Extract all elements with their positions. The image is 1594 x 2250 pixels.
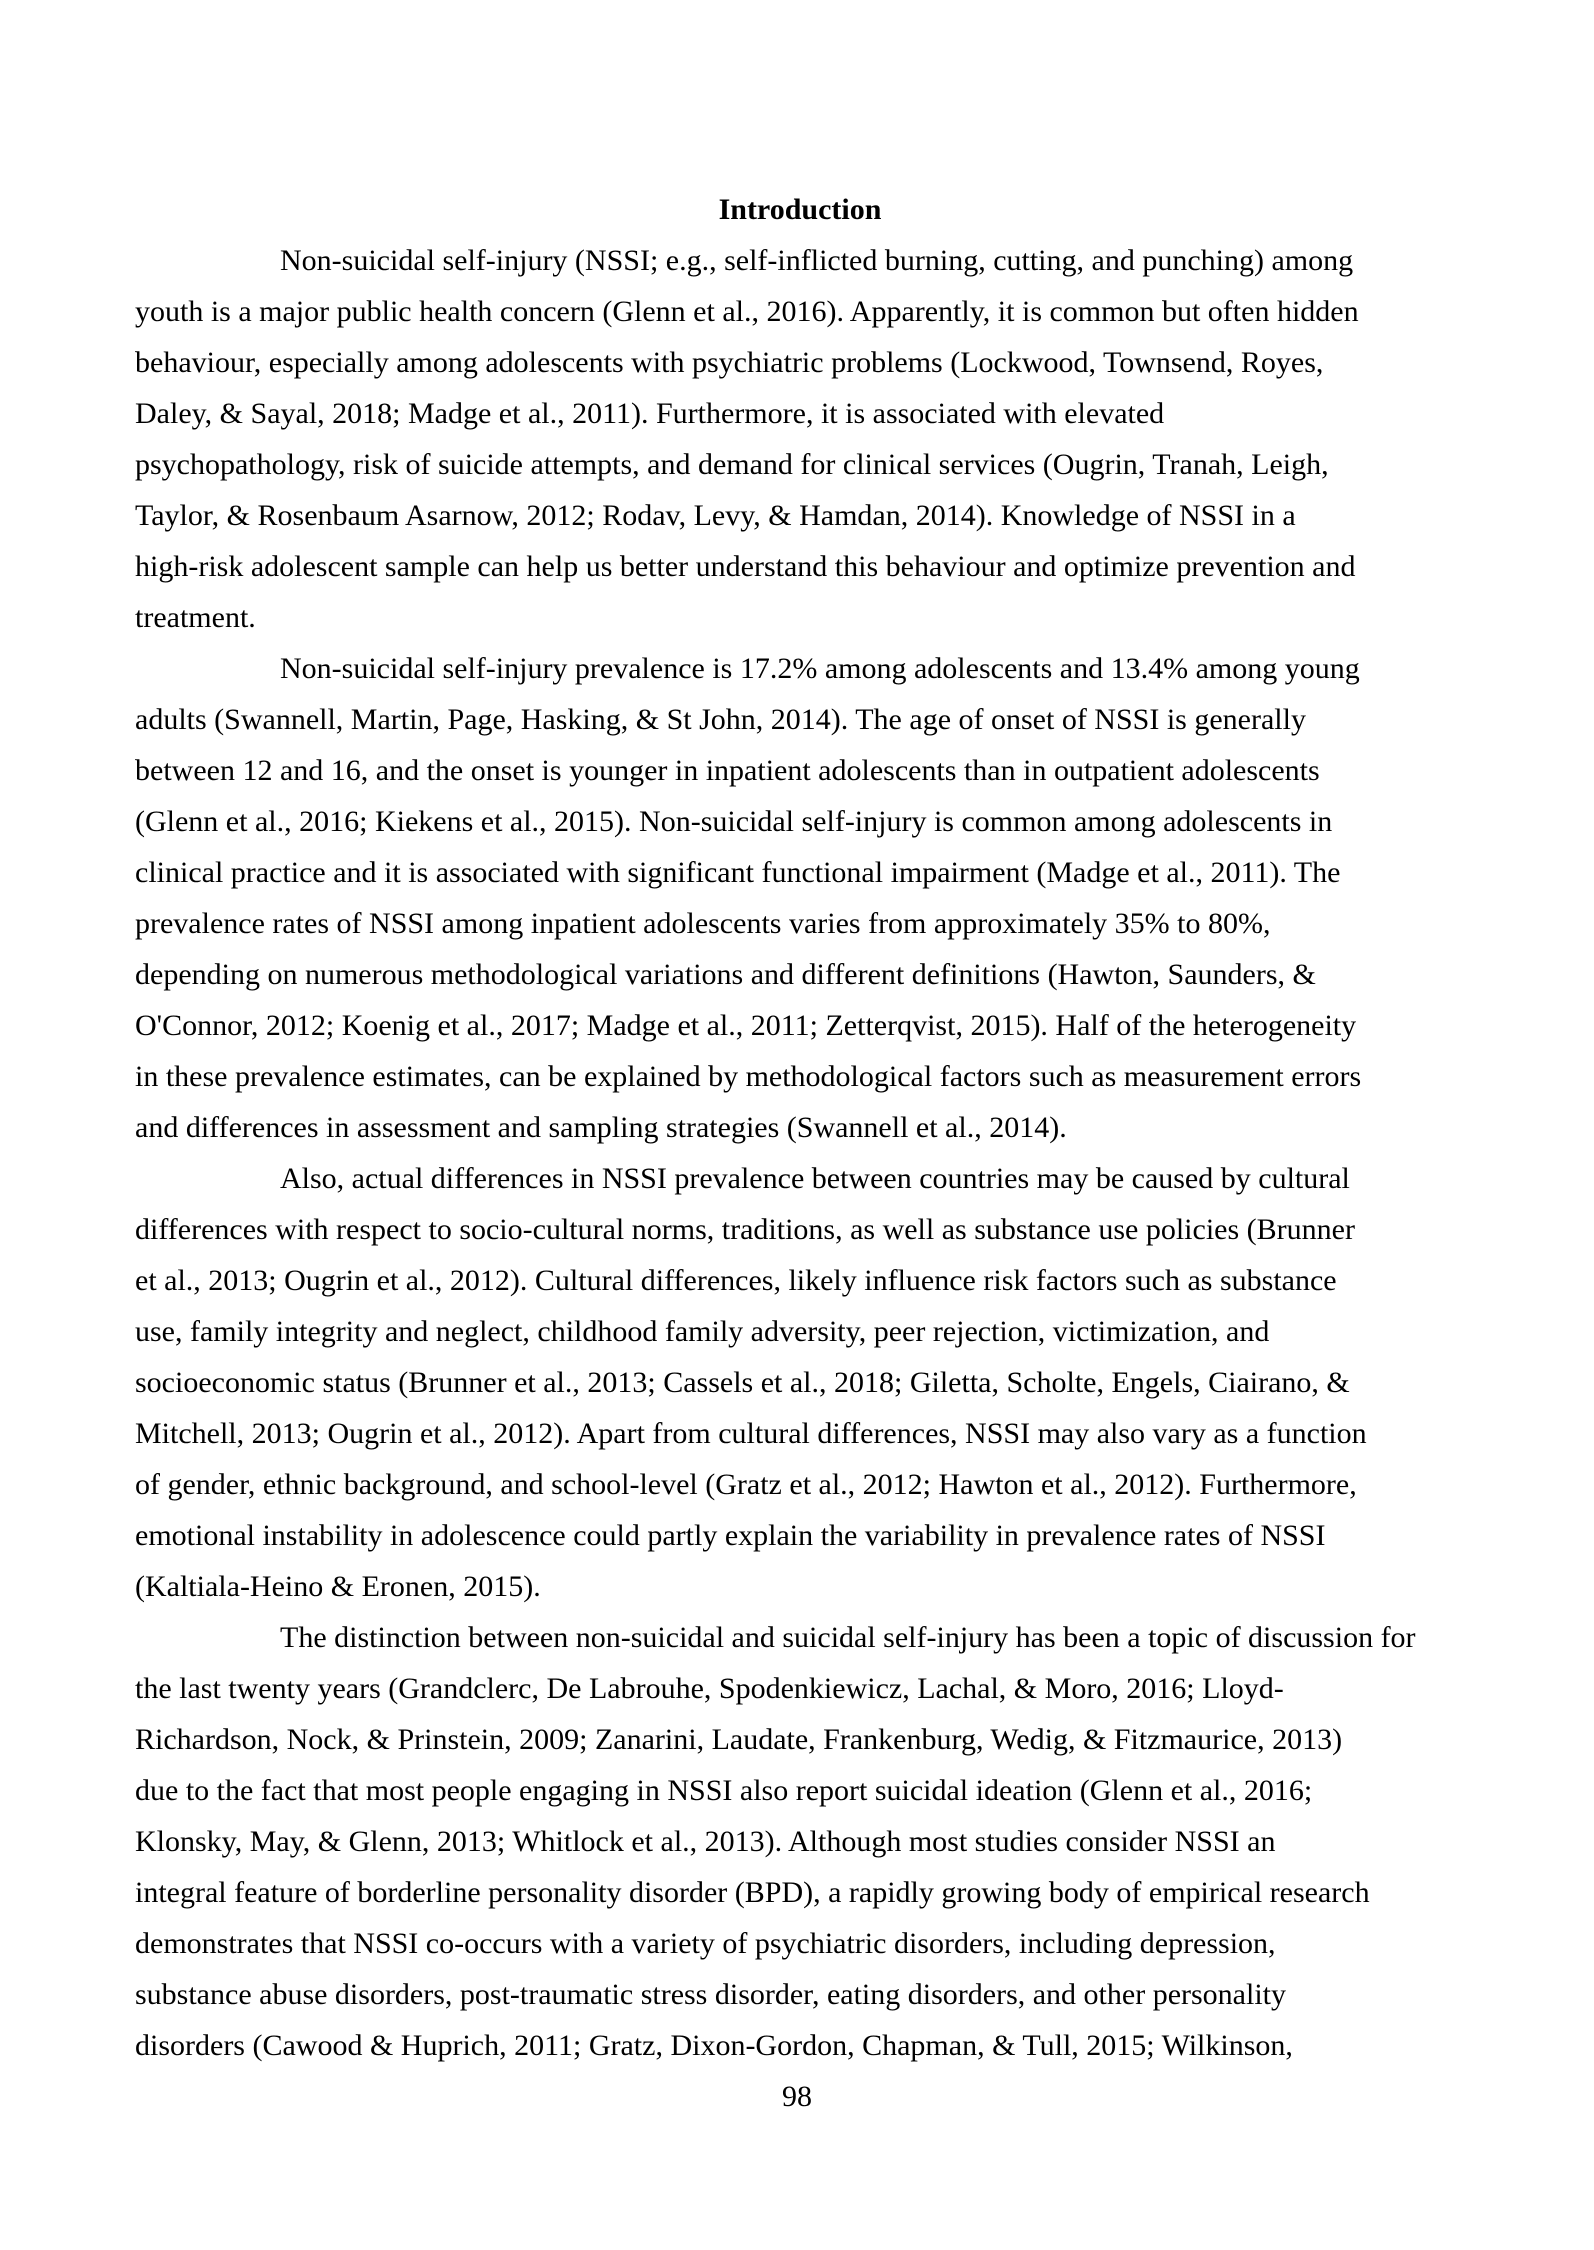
text-line: youth is a major public health concern (Glenn et al., 2016). Apparently, it is common but often hidden [135,295,1359,328]
text-line: Klonsky, May, & Glenn, 2013; Whitlock et al., 2013). Although most studies consider NSSI an [135,1825,1276,1858]
text-line: of gender, ethnic background, and school-level (Gratz et al., 2012; Hawton et al., 2012). Furthermore, [135,1468,1357,1501]
text-line: prevalence rates of NSSI among inpatient adolescents varies from approximately 35% to 80%, [135,907,1271,940]
text-line: between 12 and 16, and the onset is younger in inpatient adolescents than in outpatient adolescents [135,754,1320,787]
text-line: psychopathology, risk of suicide attempts, and demand for clinical services (Ougrin, Tranah, Leigh, [135,448,1329,481]
text-line: (Kaltiala-Heino & Eronen, 2015). [135,1570,541,1603]
text-line: use, family integrity and neglect, childhood family adversity, peer rejection, victimization, and [135,1315,1270,1348]
text-line: in these prevalence estimates, can be explained by methodological factors such as measurement errors [135,1060,1362,1093]
text-line: socioeconomic status (Brunner et al., 2013; Cassels et al., 2018; Giletta, Scholte, Engels, Ciairano, & [135,1366,1350,1399]
page-number: 98 [782,2080,812,2113]
section-heading: Introduction [718,193,882,226]
text-line: disorders (Cawood & Huprich, 2011; Gratz, Dixon-Gordon, Chapman, & Tull, 2015; Wilkinson, [135,2029,1293,2062]
text-line: demonstrates that NSSI co-occurs with a variety of psychiatric disorders, including depression, [135,1927,1276,1960]
text-line: Daley, & Sayal, 2018; Madge et al., 2011). Furthermore, it is associated with elevated [135,397,1165,430]
page-content [135,184,1465,2071]
paragraph [135,643,1465,1153]
text-line: depending on numerous methodological variations and different definitions (Hawton, Saunders, & [135,958,1316,991]
text-line: Non-suicidal self-injury (NSSI; e.g., self-inflicted burning, cutting, and punching) among [280,244,1354,277]
paragraph [135,1612,1465,2071]
text-line: et al., 2013; Ougrin et al., 2012). Cultural differences, likely influence risk factors such as substance [135,1264,1337,1297]
text-line: emotional instability in adolescence could partly explain the variability in prevalence rates of NSSI [135,1519,1326,1552]
text-line: differences with respect to socio-cultural norms, traditions, as well as substance use policies (Brunner [135,1213,1355,1246]
body-text [135,235,1465,2071]
text-line: The distinction between non-suicidal and suicidal self-injury has been a topic of discussion for [280,1621,1416,1654]
text-line: and differences in assessment and sampling strategies (Swannell et al., 2014). [135,1111,1067,1144]
text-line: (Glenn et al., 2016; Kiekens et al., 2015). Non-suicidal self-injury is common among adolescents in [135,805,1333,838]
text-line: treatment. [135,601,256,634]
text-line: substance abuse disorders, post-traumatic stress disorder, eating disorders, and other personality [135,1978,1287,2011]
text-line: due to the fact that most people engaging in NSSI also report suicidal ideation (Glenn et al., 2016; [135,1774,1313,1807]
text-line: Richardson, Nock, & Prinstein, 2009; Zanarini, Laudate, Frankenburg, Wedig, & Fitzmaurice, 2013) [135,1723,1343,1756]
text-line: high-risk adolescent sample can help us better understand this behaviour and optimize prevention and [135,550,1356,583]
text-line: integral feature of borderline personality disorder (BPD), a rapidly growing body of empirical research [135,1876,1370,1909]
text-line: clinical practice and it is associated with significant functional impairment (Madge et al., 2011). The [135,856,1341,889]
text-line: adults (Swannell, Martin, Page, Hasking, & St John, 2014). The age of onset of NSSI is generally [135,703,1306,736]
text-line: the last twenty years (Grandclerc, De Labrouhe, Spodenkiewicz, Lachal, & Moro, 2016; Lloyd- [135,1672,1284,1705]
paragraph [135,235,1465,643]
paragraph [135,1153,1465,1612]
text-line: Taylor, & Rosenbaum Asarnow, 2012; Rodav, Levy, & Hamdan, 2014). Knowledge of NSSI in a [135,499,1296,532]
text-line: Also, actual differences in NSSI prevalence between countries may be caused by cultural [280,1162,1350,1195]
text-line: behaviour, especially among adolescents with psychiatric problems (Lockwood, Townsend, Royes, [135,346,1324,379]
text-line: Mitchell, 2013; Ougrin et al., 2012). Apart from cultural differences, NSSI may also vary as a function [135,1417,1367,1450]
text-line: O'Connor, 2012; Koenig et al., 2017; Madge et al., 2011; Zetterqvist, 2015). Half of the heterogeneity [135,1009,1357,1042]
text-line: Non-suicidal self-injury prevalence is 17.2% among adolescents and 13.4% among young [280,652,1360,685]
